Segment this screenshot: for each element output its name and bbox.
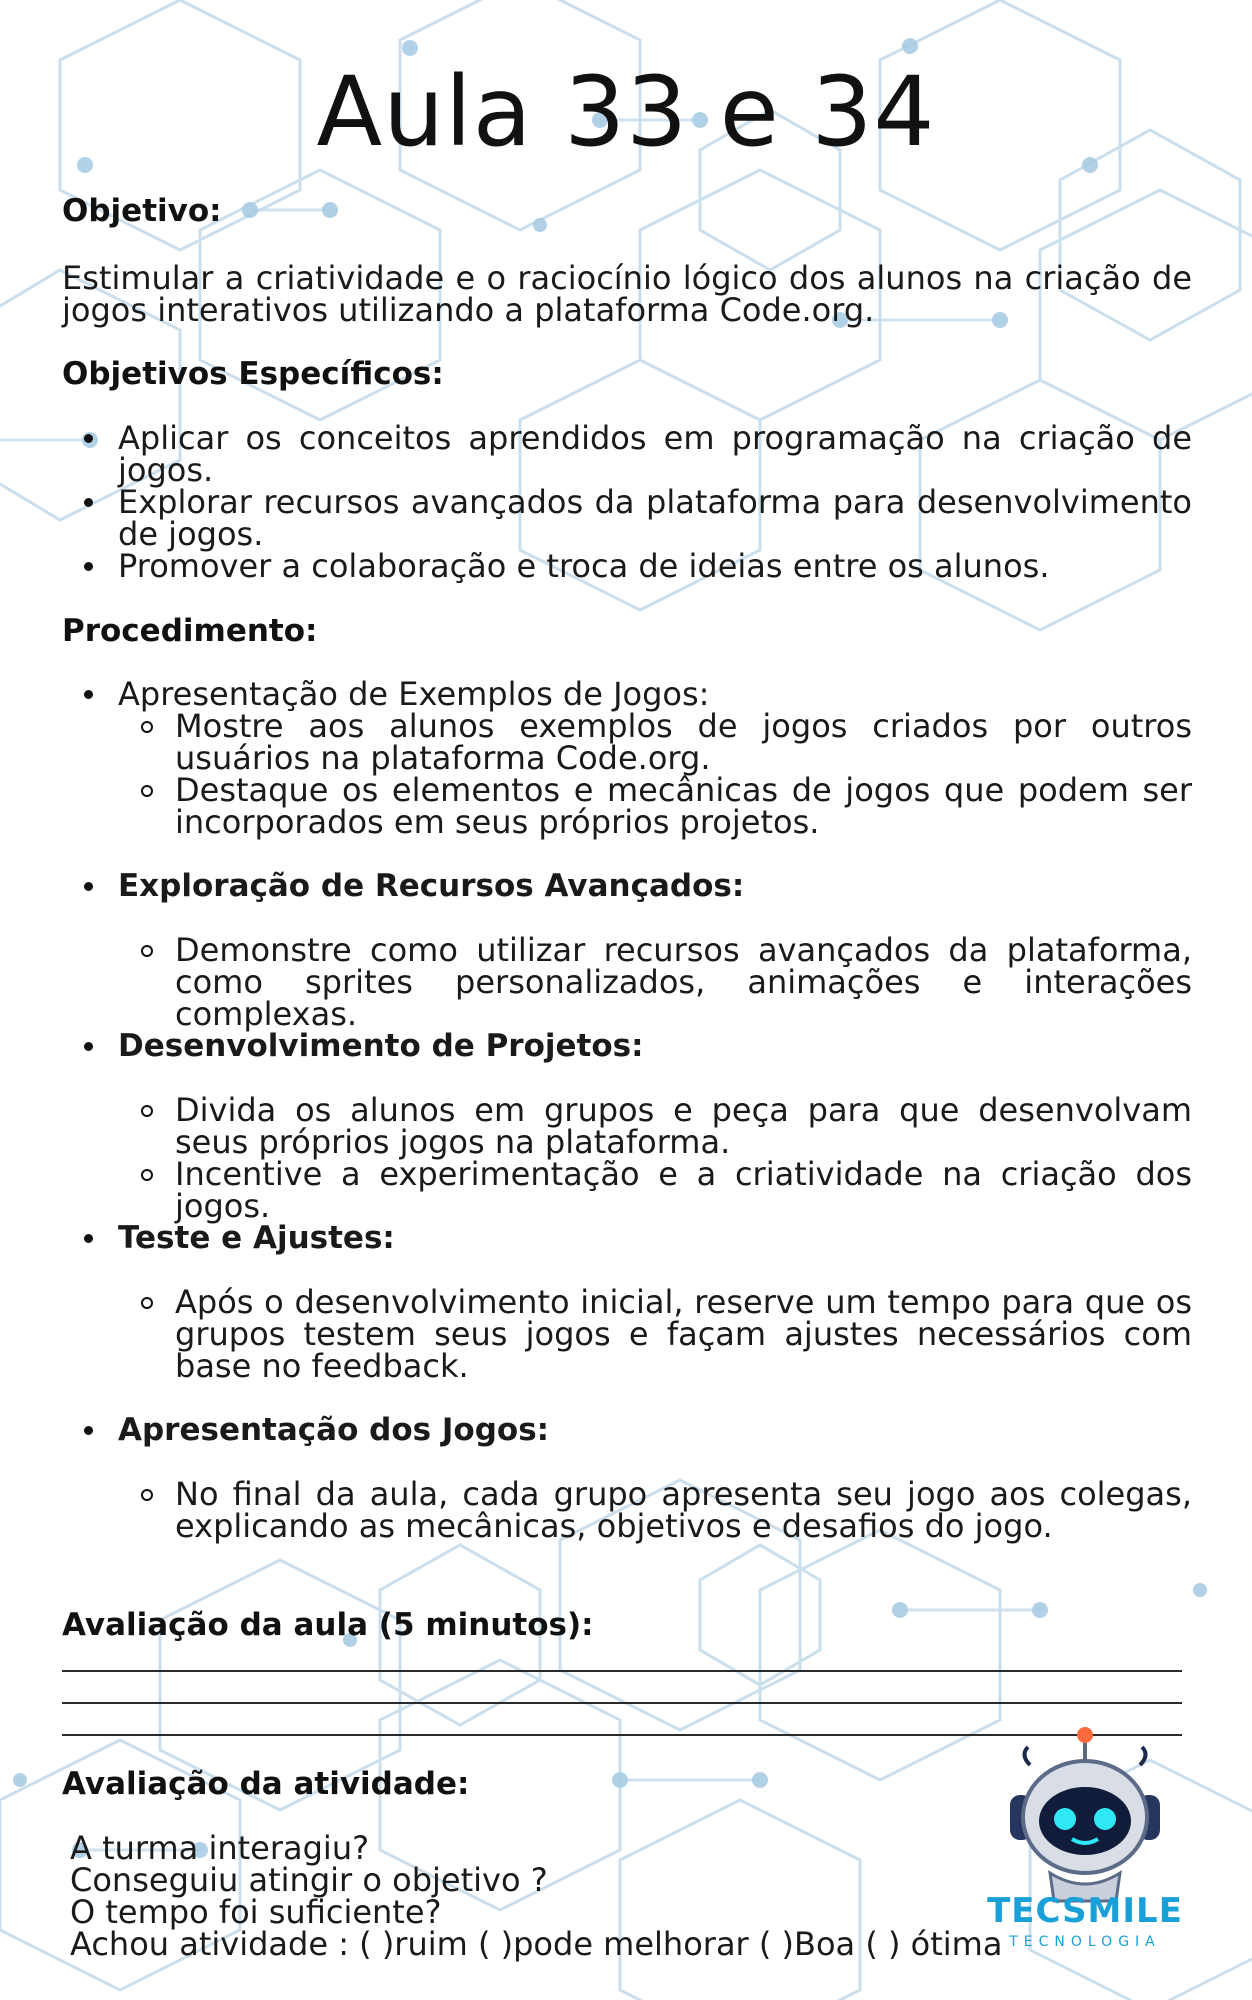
especificos-item: Promover a colaboração e troca de ideias entre os alunos. [118,550,1192,582]
procedimento-step-title: Teste e Ajustes: [118,1222,1192,1254]
avaliacao-aula-heading: Avaliação da aula (5 minutos): [62,1607,594,1643]
procedimento-sub-item: Divida os alunos em grupos e peça para que desenvolvam seus próprios jogos na plataforma. [175,1091,1192,1161]
procedimento-sub-item: No final da aula, cada grupo apresenta seu jogo aos colegas, explicando as mecânicas, objetivos e desafios do jogo. [175,1475,1192,1545]
objetivo-heading: Objetivo: [62,193,222,229]
procedimento-step-title: Desenvolvimento de Projetos: [118,1030,1192,1062]
avaliacao-atividade-heading: Avaliação da atividade: [62,1766,470,1802]
especificos-item: Aplicar os conceitos aprendidos em programação na criação de jogos. [118,419,1192,489]
answer-line [62,1670,1182,1672]
robot-mascot-logo [990,1725,1180,1905]
procedimento-step-title: Apresentação de Exemplos de Jogos: [118,678,1192,710]
procedimento-step-title: Exploração de Recursos Avançados: [118,870,1192,902]
especificos-item: Explorar recursos avançados da plataforma para desenvolvimento de jogos. [118,483,1192,553]
procedimento-sub-item: Destaque os elementos e mecânicas de jogos que podem ser incorporados em seus próprios projetos. [175,771,1192,841]
evaluation-question: A turma interagiu? [70,1829,370,1867]
brand-name: TECSMILE [987,1891,1183,1931]
procedimento-step-title: Apresentação dos Jogos: [118,1414,1192,1446]
procedimento-heading: Procedimento: [62,613,318,649]
procedimento-sub-item: Demonstre como utilizar recursos avançados da plataforma, como sprites personalizados, animações e interações complexas. [175,931,1192,1033]
answer-line [62,1702,1182,1704]
evaluation-question: O tempo foi suficiente? [70,1893,442,1931]
procedimento-sub-item: Após o desenvolvimento inicial, reserve um tempo para que os grupos testem seus jogos e façam ajustes necessários com base no feedback. [175,1283,1192,1385]
procedimento-sub-item: Incentive a experimentação e a criatividade na criação dos jogos. [175,1155,1192,1225]
brand-tagline: TECNOLOGIA [1009,1934,1161,1950]
evaluation-rating-question: Achou atividade : ( )ruim ( )pode melhorar ( )Boa ( ) ótima [70,1925,1003,1963]
evaluation-question: Conseguiu atingir o objetivo ? [70,1861,548,1899]
page-title: Aula 33 e 34 [316,56,936,168]
objetivo-text: Estimular a criatividade e o raciocínio lógico dos alunos na criação de jogos interativos utilizando a plataforma Code.org. [62,259,1192,329]
especificos-heading: Objetivos Específicos: [62,356,444,392]
procedimento-sub-item: Mostre aos alunos exemplos de jogos criados por outros usuários na plataforma Code.org. [175,707,1192,777]
